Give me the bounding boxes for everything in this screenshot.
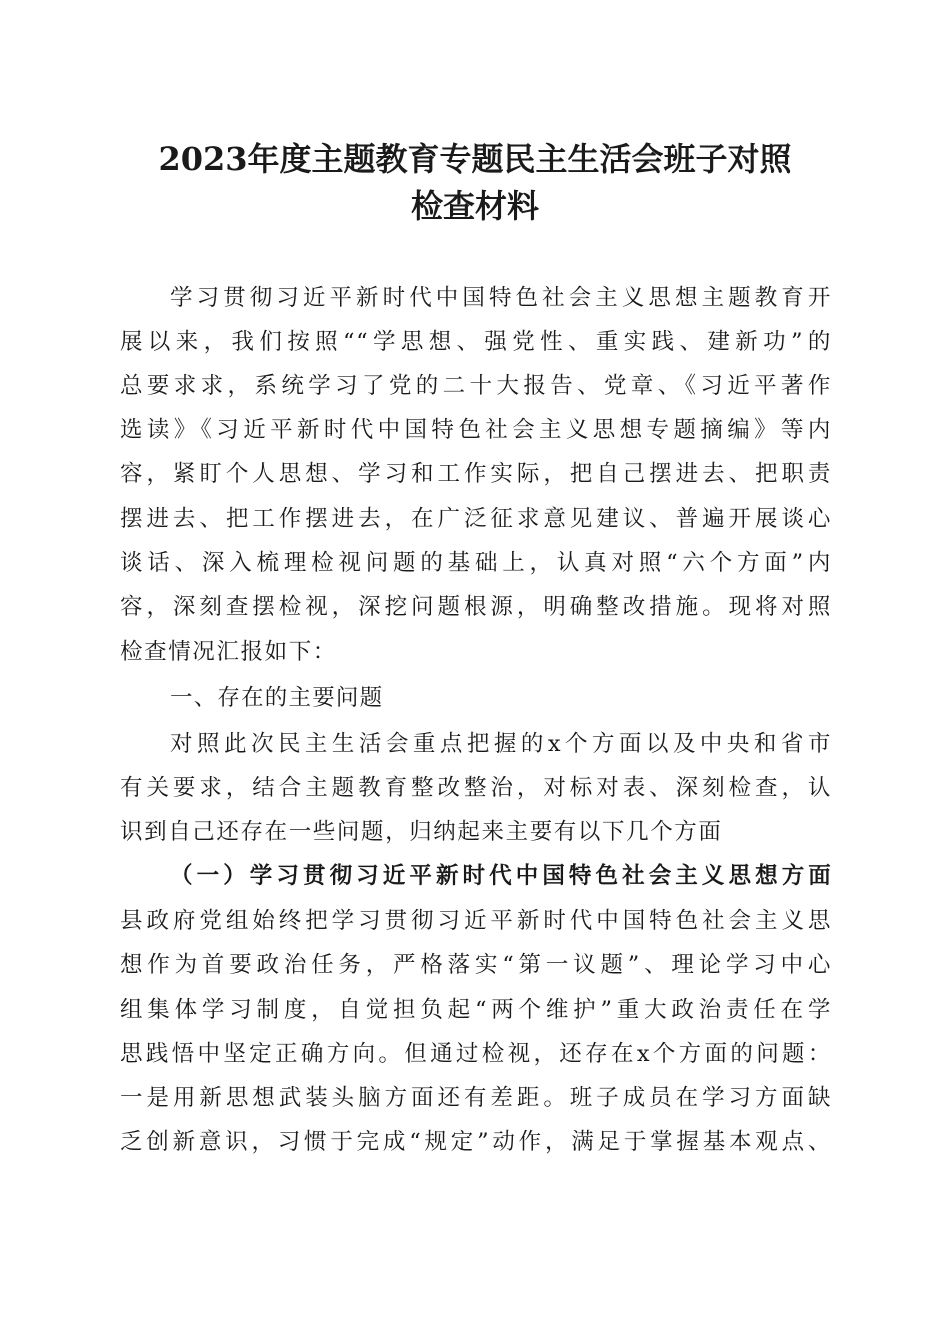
section-heading: 一、存在的主要问题: [170, 685, 384, 711]
subsection-line: 想作为首要政治任务，严格落实“第一议题”、理论学习中心: [120, 952, 832, 978]
section-line: 有关要求，结合主题教育整改整治，对标对表、深刻检查，认: [120, 775, 832, 801]
subsection-line: 乏创新意识，习惯于完成“规定”动作，满足于掌握基本观点、: [120, 1129, 832, 1155]
document-title-line-1: 2023年度主题教育专题民主生活会班子对照: [158, 140, 792, 178]
intro-line: 展以来，我们按照““学思想、强党性、重实践、建新功”的: [120, 329, 832, 355]
subsection-heading: （一）学习贯彻习近平新时代中国特色社会主义思想方面: [170, 863, 832, 889]
intro-line: 总要求求，系统学习了党的二十大报告、党章、《习近平著作: [120, 373, 832, 399]
subsection-line: 思践悟中坚定正确方向。但通过检视，还存在x个方面的问题：: [120, 1041, 832, 1067]
intro-line: 容，深刻查摆检视，深挖问题根源，明确整改措施。现将对照: [120, 594, 832, 620]
intro-line: 摆进去、把工作摆进去，在广泛征求意见建议、普遍开展谈心: [120, 506, 832, 532]
intro-line: 容，紧盯个人思想、学习和工作实际，把自己摆进去、把职责: [120, 461, 832, 487]
intro-line: 检查情况汇报如下：: [120, 639, 337, 665]
subsection-line: 一是用新思想武装头脑方面还有差距。班子成员在学习方面缺: [120, 1085, 832, 1111]
intro-line: 学习贯彻习近平新时代中国特色社会主义思想主题教育开: [170, 285, 832, 311]
document-title-line-2: 检查材料: [410, 187, 539, 225]
subsection-line: 组集体学习制度，自觉担负起“两个维护”重大政治责任在学: [120, 997, 832, 1023]
section-line: 识到自己还存在一些问题，归纳起来主要有以下几个方面: [120, 819, 723, 845]
section-line: 对照此次民主生活会重点把握的x个方面以及中央和省市: [170, 731, 832, 757]
subsection-line: 县政府党组始终把学习贯彻习近平新时代中国特色社会主义思: [120, 908, 832, 934]
intro-line: 谈话、深入梳理检视问题的基础上，认真对照“六个方面”内: [120, 550, 832, 576]
intro-line: 选读》《习近平新时代中国特色社会主义思想专题摘编》等内: [120, 417, 832, 443]
